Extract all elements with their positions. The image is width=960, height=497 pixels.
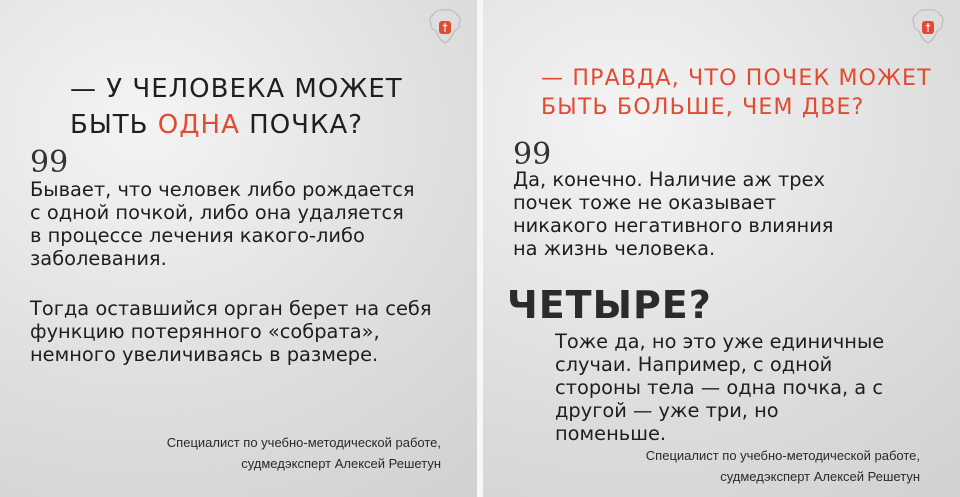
left-p1-line: заболевания. xyxy=(30,247,167,270)
right-p2-line: Тоже да, но это уже единичные xyxy=(555,330,885,353)
left-credit-name: судмедэксперт Алексей Решетун xyxy=(241,456,441,471)
left-paragraph-2 xyxy=(30,297,432,366)
left-p2-line: функцию потерянного «собрата», xyxy=(30,320,380,343)
right-p1-line: Да, конечно. Наличие аж трех xyxy=(513,168,826,191)
left-paragraph-1 xyxy=(30,178,415,270)
left-credit-role: Специалист по учебно-методической работе, xyxy=(166,435,441,450)
ministry-eagle-emblem-icon xyxy=(427,6,463,46)
left-p1-line: Бывает, что человек либо рождается xyxy=(30,178,415,201)
right-credit-role: Специалист по учебно-методической работе, xyxy=(645,448,920,463)
right-p1-line: никакого негативного влияния xyxy=(513,214,834,237)
right-question-line2: БЫТЬ БОЛЬШЕ, ЧЕМ ДВЕ? xyxy=(541,95,865,121)
right-p2-line: другой — уже три, но поменьше. xyxy=(555,399,779,445)
left-question-line2 xyxy=(70,108,403,144)
big-question: ЧЕТЫРЕ? xyxy=(507,283,712,327)
left-p1-line: с одной почкой, либо она удаляется xyxy=(30,201,404,224)
right-p2-line: стороны тела — одна почка, а с xyxy=(555,376,883,399)
left-question-line2-suffix: ПОЧКА? xyxy=(239,109,364,140)
right-p2-line: случаи. Например, с одной xyxy=(555,353,833,376)
right-question-line1: — ПРАВДА, ЧТО ПОЧЕК МОЖЕТ xyxy=(541,66,932,91)
right-paragraph-1 xyxy=(513,168,833,260)
right-credit-name: судмедэксперт Алексей Решетун xyxy=(720,469,920,484)
right-credit xyxy=(646,445,920,487)
ministry-eagle-emblem-icon xyxy=(910,6,946,46)
right-question xyxy=(541,64,932,123)
left-p1-line: в процессе лечения какого-либо xyxy=(30,224,365,247)
left-question-line1: — У ЧЕЛОВЕКА МОЖЕТ xyxy=(70,74,403,104)
left-p2-line: немного увеличиваясь в размере. xyxy=(30,343,379,366)
quote-marks-icon: 99 xyxy=(30,145,69,180)
left-credit xyxy=(167,432,441,474)
left-card xyxy=(0,0,477,497)
right-p1-line: почек тоже не оказывает xyxy=(513,191,776,214)
left-question-accent: ОДНА xyxy=(157,109,240,140)
right-p1-line: на жизнь человека. xyxy=(513,237,716,260)
left-question xyxy=(70,72,403,144)
right-card xyxy=(483,0,960,497)
quote-marks-icon: 99 xyxy=(513,137,552,172)
left-question-line2-prefix: БЫТЬ xyxy=(70,109,158,140)
right-paragraph-2 xyxy=(555,330,895,445)
left-p2-line: Тогда оставшийся орган берет на себя xyxy=(30,297,432,320)
